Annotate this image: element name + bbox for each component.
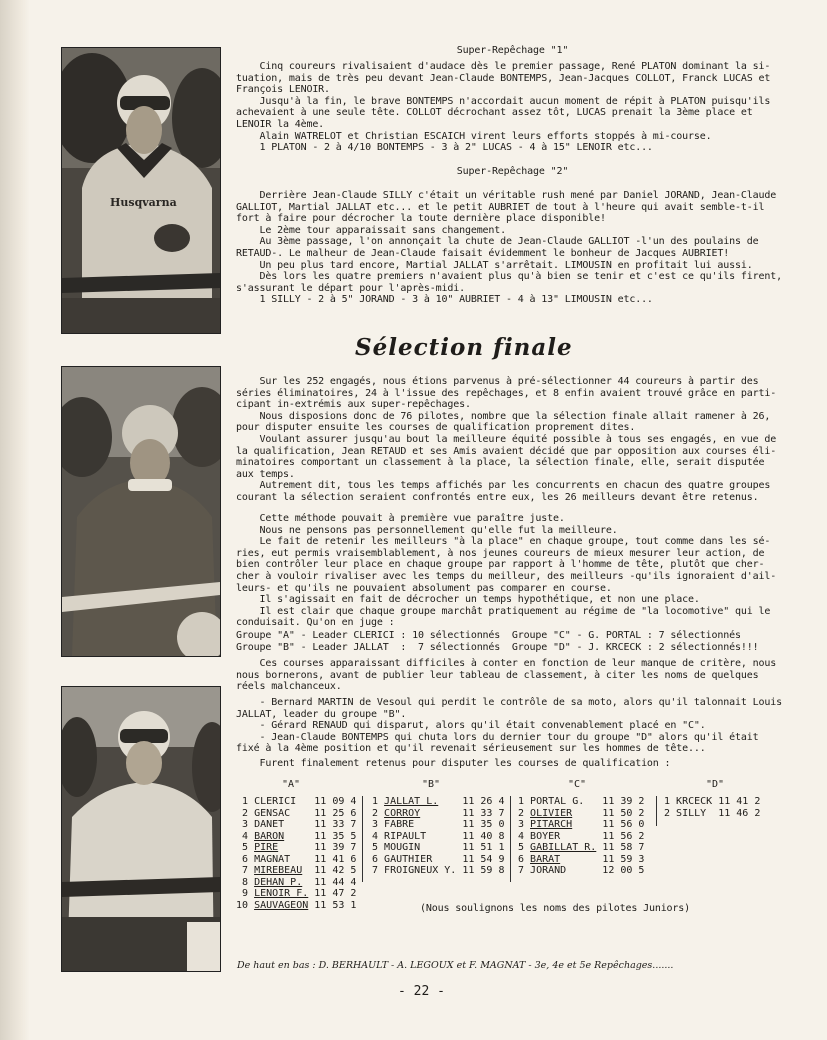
result-position: 3 <box>518 819 531 830</box>
result-position: 4 <box>518 830 531 842</box>
result-name: GABILLAT R. <box>530 842 597 853</box>
retained-intro: Furent finalement retenus pour disputer les courses de qualification : <box>236 758 671 769</box>
column-divider <box>656 796 657 826</box>
result-row <box>372 865 504 877</box>
section1-title: Super-Repêchage "1" <box>456 45 569 56</box>
result-time: 11 35 5 <box>314 830 357 842</box>
section-heading: Sélection finale <box>355 334 573 361</box>
result-position: 1 <box>518 796 531 807</box>
result-row <box>372 842 504 854</box>
result-name: JORAND <box>530 865 567 876</box>
result-time: 11 59 8 <box>462 865 505 876</box>
result-position: 2 <box>518 807 531 819</box>
result-position: 7 <box>372 865 385 876</box>
result-time: 11 40 8 <box>462 830 505 842</box>
result-row <box>372 831 504 843</box>
group-a-header: "A" <box>282 779 301 790</box>
group-b-results <box>372 796 504 877</box>
result-position: 3 <box>372 819 385 830</box>
result-position: 6 <box>518 853 531 865</box>
result-position: 5 <box>372 842 385 853</box>
result-position: 7 <box>518 865 531 876</box>
selection-unlucky-intro: Ces courses apparaissant difficiles à conter en fonction de leur manque de critère, nous nous bornerons, avant de publier leur tableau de classement, à citer les noms de quelques réels malchanceux. <box>236 658 777 693</box>
result-row <box>236 877 356 889</box>
result-time: 11 26 4 <box>462 796 505 807</box>
result-time: 11 58 7 <box>602 842 645 853</box>
result-position: 4 <box>236 830 255 842</box>
result-row <box>518 819 644 831</box>
result-name: DANET <box>254 819 285 830</box>
result-position: 2 <box>236 807 255 819</box>
result-position: 1 <box>236 796 255 807</box>
result-position: 7 <box>236 865 255 876</box>
section1-body: Cinq coureurs rivalisaient d'audace dès le premier passage, René PLATON dominant la si- tuation, mais de très peu devant Jean-Claude BONTEMPS, Jean-Jacques COLLOT, Franck LUCAS et François LENOIR. Jusqu'à la fin, le brave BONTEMPS n'accordait aucun moment de répit à PLATON puisqu'ils achevaient à une seule tête. COLLOT décrochant assez tôt, LUCAS prenait la 3ème place et LENOIR la 4ème. Alain WATRELOT et Christian ESCAICH virent leurs efforts stoppés à mi-course. 1 PLATON - 2 à 4/10 BONTEMPS - 3 à 2" LUCAS - 4 à 15" LENOIR etc... <box>236 61 771 154</box>
jersey-lettering: Husqvarna <box>110 196 177 209</box>
result-row <box>236 808 356 820</box>
column-divider <box>362 796 363 882</box>
result-row <box>518 831 644 843</box>
result-time: 11 46 2 <box>718 807 761 819</box>
rider-photo-2 <box>61 366 221 657</box>
group-a-results <box>236 796 356 911</box>
result-name: PORTAL G. <box>530 796 585 807</box>
result-row <box>518 796 644 808</box>
result-row <box>236 831 356 843</box>
result-row <box>372 796 504 808</box>
group-leaders: Groupe "A" - Leader CLERICI : 10 sélectionnés Groupe "C" - G. PORTAL : 7 sélectionnés Groupe "B" - Leader JALLAT : 7 sélectionnés Groupe "D" - J. KRCECK : 2 sélectionnés!!! <box>236 630 759 653</box>
result-name: BARAT <box>530 853 561 865</box>
section2-body: Derrière Jean-Claude SILLY c'était un véritable rush mené par Daniel JORAND, Jean-Claude GALLIOT, Martial JALLAT etc... et le petit AUBRIET de tout à l'heure qui avait semble-t-il fort à faire pour décrocher la toute dernière place disponible! Le 2ème tour apparaissait sans changement. Au 3ème passage, l'on annonçait la chute de Jean-Claude GALLIOT -l'un des poulains de RETAUD-. Le malheur de Jean-Claude faisait évidemment le bonheur de Jacques AUBRIET! Un peu plus tard encore, Martial JALLAT s'arrêtait. LIMOUSIN en profitait lui aussi. Dès lors les quatre premiers n'avaient plus qu'à bien se tenir et c'est ce qu'ils firent, s'assurant le départ pour l'après-midi. 1 SILLY - 2 à 5" JORAND - 3 à 10" AUBRIET - 4 à 13" LIMOUSIN etc... <box>236 190 782 306</box>
rider-photo-1 <box>61 47 221 334</box>
result-name: JALLAT L. <box>384 796 439 807</box>
photo-caption: De haut en bas : D. BERHAULT - A. LEGOUX et F. MAGNAT - 3e, 4e et 5e Repêchages....... <box>237 960 674 971</box>
result-position: 5 <box>518 842 531 853</box>
result-row <box>518 865 644 877</box>
result-name: GENSAC <box>254 807 291 819</box>
result-position: 1 <box>664 796 677 807</box>
result-time: 11 47 2 <box>314 888 357 899</box>
group-b-header: "B" <box>422 779 441 790</box>
result-time: 11 41 2 <box>718 796 761 807</box>
binding-edge <box>0 0 30 1040</box>
result-time: 11 59 3 <box>602 853 645 865</box>
result-row <box>372 854 504 866</box>
result-name: LENOIR F. <box>254 888 309 899</box>
result-position: 10 <box>236 899 255 911</box>
result-name: GAUTHIER <box>384 853 433 865</box>
result-name: PIRE <box>254 842 279 853</box>
result-name: FROIGNEUX Y. <box>384 865 457 876</box>
result-name: MAGNAT <box>254 853 291 865</box>
result-name: OLIVIER <box>530 807 573 819</box>
result-row <box>236 888 356 900</box>
result-row <box>236 900 356 912</box>
result-time: 11 41 6 <box>314 853 357 865</box>
group-c-results <box>518 796 644 877</box>
selection-intro: Sur les 252 engagés, nous étions parvenus à pré-sélectionner 44 coureurs à partir des séries éliminatoires, 24 à l'issue des repêchages, et 8 enfin avaient trouvé grâce en parti- cipant in-extrémis aux super-repêchages. Nous disposions donc de 76 pilotes, nombre que la sélection finale allait ramener à 26, pour disputer ensuite les courses de qualification proprement dites. Voulant assurer jusqu'au bout la meilleure équité possible à tous ses engagés, en vue de la qualification, Jean RETAUD et ses Amis avaient décidé que par opposition aux courses éli- minatoires comportant un classement à la place, la sélection finale, elle, serait disputée aux temps. Autrement dit, tous les temps affichés par les concurrents en chacun des quatre groupes courant la sélection seraient confrontés entre eux, les 26 meilleurs devant être retenus. <box>236 376 777 503</box>
result-row <box>236 796 356 808</box>
result-row <box>236 865 356 877</box>
result-row <box>518 808 644 820</box>
result-position: 2 <box>372 807 385 819</box>
unlucky-riders: - Bernard MARTIN de Vesoul qui perdit le contrôle de sa moto, alors qu'il talonnait Louis JALLAT, leader du groupe "B". - Gérard RENAUD qui disparut, alors qu'il était convenablement placé en "C". - Jean-Claude BONTEMPS qui chuta lors du dernier tour du groupe "D" alors qu'il était fixé à la 4ème position et qu'il revenait sérieusement sur les hommes de tête... <box>236 697 782 755</box>
result-position: 8 <box>236 876 255 888</box>
result-time: 11 42 5 <box>314 865 357 876</box>
result-name: FABRE <box>384 819 415 830</box>
result-position: 9 <box>236 888 255 899</box>
result-name: SILLY <box>676 807 707 819</box>
result-name: KRCECK <box>676 796 713 807</box>
result-name: CLERICI <box>254 796 297 807</box>
result-row <box>518 842 644 854</box>
result-time: 11 56 0 <box>602 819 645 830</box>
result-name: BOYER <box>530 830 561 842</box>
group-d-header: "D" <box>706 779 725 790</box>
result-time: 11 53 1 <box>314 899 357 911</box>
result-name: MOUGIN <box>384 842 421 853</box>
result-time: 11 51 1 <box>462 842 505 853</box>
result-row <box>236 854 356 866</box>
result-name: SAUVAGEON <box>254 899 309 911</box>
result-row <box>236 842 356 854</box>
result-position: 6 <box>372 853 385 865</box>
result-name: MIREBEAU <box>254 865 303 876</box>
column-divider <box>510 796 511 882</box>
result-time: 11 39 7 <box>314 842 357 853</box>
junior-note: (Nous soulignons les noms des pilotes Juniors) <box>420 903 691 914</box>
group-d-results <box>664 796 760 819</box>
result-time: 11 44 4 <box>314 876 357 888</box>
result-time: 11 54 9 <box>462 853 505 865</box>
result-time: 11 56 2 <box>602 830 645 842</box>
rider-photo-3 <box>61 686 221 972</box>
group-c-header: "C" <box>568 779 587 790</box>
result-position: 4 <box>372 830 385 842</box>
result-position: 2 <box>664 807 677 819</box>
result-position: 6 <box>236 853 255 865</box>
result-row <box>664 796 760 808</box>
result-time: 11 33 7 <box>462 807 505 819</box>
result-time: 11 35 0 <box>462 819 505 830</box>
result-time: 12 00 5 <box>602 865 645 876</box>
section2-title: Super-Repêchage "2" <box>456 166 569 177</box>
result-time: 11 50 2 <box>602 807 645 819</box>
result-time: 11 09 4 <box>314 796 357 807</box>
result-time: 11 39 2 <box>602 796 645 807</box>
result-position: 5 <box>236 842 255 853</box>
result-name: PITARCH <box>530 819 573 830</box>
result-row <box>372 808 504 820</box>
selection-opinion: Cette méthode pouvait à première vue paraître juste. Nous ne pensons pas personnellement qu'elle fut la meilleure. Le fait de retenir les meilleurs "à la place" en chaque groupe, tout comme dans les sé- ries, eut permis vraisemblablement, à nos jeunes coureurs de mieux mesurer leur action, de bien contrôler leur place en chaque groupe par rapport à l'homme de tête, plutôt que cher- cher à vouloir rivaliser avec les temps du meilleur, des meilleurs -qu'ils ignoraient d'ail- leurs- et qu'ils ne pouvaient absolument pas comparer en course. Il s'agissait en fait de décrocher un temps hypothétique, et non une place. Il est clair que chaque groupe marchât pratiquement au régime de "la locomotive" qui le conduisait. Qu'on en juge : <box>236 513 777 629</box>
result-time: 11 25 6 <box>314 807 357 819</box>
result-time: 11 33 7 <box>314 819 357 830</box>
result-position: 1 <box>372 796 385 807</box>
result-row <box>372 819 504 831</box>
result-row <box>236 819 356 831</box>
result-name: BARON <box>254 830 285 842</box>
result-position: 3 <box>236 819 255 830</box>
result-name: DEHAN P. <box>254 876 303 888</box>
page-number: - 22 - <box>398 984 445 999</box>
result-row <box>518 854 644 866</box>
result-name: RIPAULT <box>384 830 427 842</box>
result-name: CORROY <box>384 807 421 819</box>
result-row <box>664 808 760 820</box>
